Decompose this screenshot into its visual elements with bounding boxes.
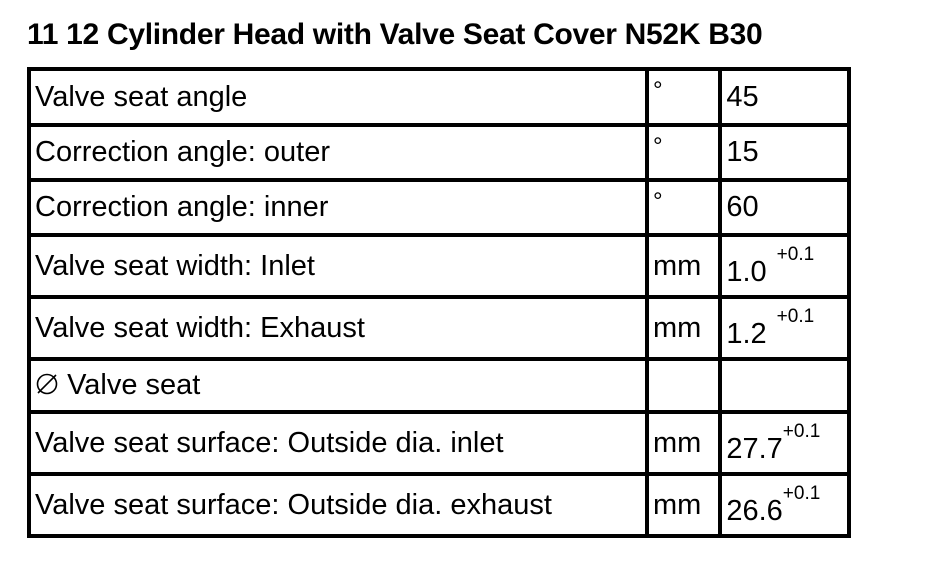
table-row: [29, 180, 849, 235]
row-tolerance: +0.1: [782, 420, 821, 442]
row-label: Valve seat angle: [29, 69, 647, 125]
row-tolerance: +0.1: [776, 305, 815, 327]
row-unit: °: [647, 125, 720, 180]
row-tolerance: +0.1: [776, 243, 815, 265]
row-value: [720, 359, 849, 412]
row-value-cell: [720, 412, 849, 474]
row-tolerance: +0.1: [782, 482, 821, 504]
row-label-cell: [29, 359, 647, 412]
row-label: Correction angle: outer: [29, 125, 647, 180]
row-value-cell: [720, 297, 849, 359]
table-row: [29, 125, 849, 180]
row-label: Valve seat: [67, 369, 201, 401]
row-unit: °: [647, 69, 720, 125]
page-title: 11 12 Cylinder Head with Valve Seat Cover N52K B30: [27, 18, 763, 51]
row-label: Valve seat width: Exhaust: [29, 297, 647, 359]
row-label: Valve seat surface: Outside dia. exhaust: [29, 474, 647, 536]
row-value: 1.2: [726, 317, 767, 350]
row-label: Valve seat width: Inlet: [29, 235, 647, 297]
row-value: 27.7: [726, 432, 783, 465]
row-value-cell: [720, 474, 849, 536]
table-row: [29, 297, 849, 359]
row-label: Valve seat surface: Outside dia. inlet: [29, 412, 647, 474]
table-row: [29, 359, 849, 412]
table-row: [29, 474, 849, 536]
row-label: Correction angle: inner: [29, 180, 647, 235]
row-value-cell: [720, 235, 849, 297]
row-value: 26.6: [726, 494, 783, 527]
row-unit: °: [647, 180, 720, 235]
row-unit: mm: [647, 235, 720, 297]
spec-table: [27, 67, 851, 538]
row-unit: mm: [647, 412, 720, 474]
row-unit: mm: [647, 474, 720, 536]
row-unit: [647, 359, 720, 412]
table-row: [29, 69, 849, 125]
table-row: [29, 235, 849, 297]
row-unit: mm: [647, 297, 720, 359]
diameter-icon: [35, 371, 59, 395]
row-value: 15: [720, 125, 849, 180]
table-row: [29, 412, 849, 474]
row-value: 45: [720, 69, 849, 125]
row-value: 60: [720, 180, 849, 235]
row-value: 1.0: [726, 255, 767, 288]
